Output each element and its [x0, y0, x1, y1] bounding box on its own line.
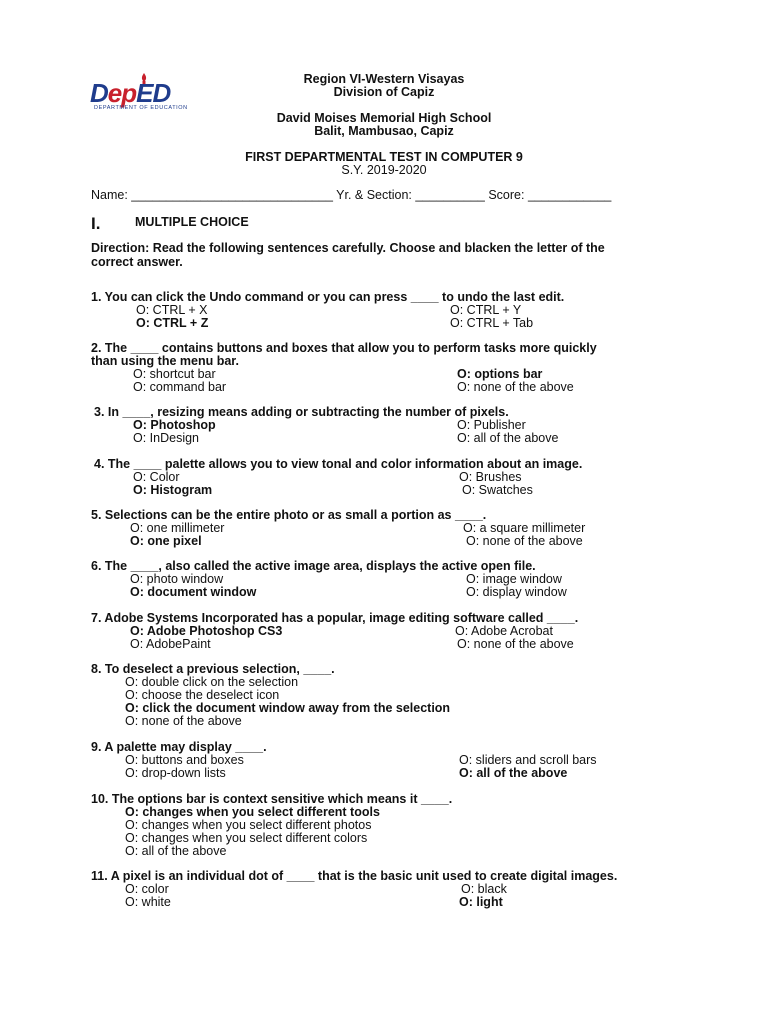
q1-option-a[interactable]: O: CTRL + X — [136, 303, 208, 317]
q6-option-d[interactable]: O: display window — [466, 585, 567, 599]
q11-option-d[interactable]: O: light — [459, 895, 503, 909]
q3-option-a[interactable]: O: Photoshop — [133, 418, 216, 432]
q4-option-d[interactable]: O: Swatches — [462, 483, 533, 497]
q10-option-d[interactable]: O: all of the above — [125, 844, 227, 858]
q1-option-d[interactable]: O: CTRL + Tab — [450, 316, 534, 330]
q9-option-b[interactable]: O: sliders and scroll bars — [459, 753, 597, 767]
direction-line-1: Direction: Read the following sentences carefully. Choose and blacken the letter of the — [91, 241, 605, 255]
section-number: I. — [91, 214, 101, 233]
q9-option-a[interactable]: O: buttons and boxes — [125, 753, 244, 767]
q7-option-d[interactable]: O: none of the above — [457, 637, 574, 651]
question-2-cont: than using the menu bar. — [91, 354, 239, 368]
question-2: 2. The ____ contains buttons and boxes that allow you to perform tasks more quickly — [91, 341, 597, 355]
logo-subtitle: DEPARTMENT OF EDUCATION — [94, 105, 188, 111]
q4-option-b[interactable]: O: Brushes — [459, 470, 522, 484]
header-address: Balit, Mambusao, Capiz — [314, 124, 454, 138]
q6-option-c[interactable]: O: document window — [130, 585, 257, 599]
question-6: 6. The ____, also called the active image area, displays the active open file. — [91, 559, 536, 573]
question-10: 10. The options bar is context sensitive which means it ____. — [91, 792, 453, 806]
q8-option-d[interactable]: O: none of the above — [125, 714, 242, 728]
q9-option-c[interactable]: O: drop-down lists — [125, 766, 226, 780]
q11-option-c[interactable]: O: white — [125, 895, 171, 909]
test-title: FIRST DEPARTMENTAL TEST IN COMPUTER 9 — [245, 150, 523, 164]
student-info-line: Name: _____________________________ Yr. & Section: __________ Score: ____________ — [91, 188, 612, 202]
q3-option-b[interactable]: O: Publisher — [457, 418, 526, 432]
q7-option-b[interactable]: O: Adobe Acrobat — [455, 624, 553, 638]
q8-option-a[interactable]: O: double click on the selection — [125, 675, 299, 689]
q7-option-c[interactable]: O: AdobePaint — [130, 637, 211, 651]
header-region: Region VI-Western Visayas — [303, 72, 465, 86]
q11-option-a[interactable]: O: color — [125, 882, 169, 896]
section-title: MULTIPLE CHOICE — [135, 215, 249, 229]
school-year: S.Y. 2019-2020 — [341, 163, 427, 177]
q8-option-c[interactable]: O: click the document window away from the selection — [125, 701, 451, 715]
q1-option-c[interactable]: O: CTRL + Z — [136, 316, 209, 330]
question-3: 3. In ____, resizing means adding or subtracting the number of pixels. — [94, 405, 509, 419]
question-11: 11. A pixel is an individual dot of ____ that is the basic unit used to create digital images. — [91, 869, 618, 883]
question-9: 9. A palette may display ____. — [91, 740, 267, 754]
header-school: David Moises Memorial High School — [276, 111, 492, 125]
q5-option-c[interactable]: O: one pixel — [130, 534, 202, 548]
q5-option-a[interactable]: O: one millimeter — [130, 521, 225, 535]
direction-line-2: correct answer. — [91, 255, 183, 269]
q10-option-b[interactable]: O: changes when you select different photos — [125, 818, 372, 832]
q9-option-d[interactable]: O: all of the above — [459, 766, 568, 780]
question-1: 1. You can click the Undo command or you can press ____ to undo the last edit. — [91, 290, 565, 304]
q2-option-b[interactable]: O: options bar — [457, 367, 543, 381]
question-8: 8. To deselect a previous selection, ____. — [91, 662, 335, 676]
q2-option-d[interactable]: O: none of the above — [457, 380, 574, 394]
q1-option-b[interactable]: O: CTRL + Y — [450, 303, 522, 317]
q5-option-d[interactable]: O: none of the above — [466, 534, 583, 548]
q3-option-d[interactable]: O: all of the above — [457, 431, 559, 445]
question-4: 4. The ____ palette allows you to view tonal and color information about an image. — [94, 457, 583, 471]
header-division: Division of Capiz — [333, 85, 435, 99]
q6-option-b[interactable]: O: image window — [466, 572, 562, 586]
q8-option-b[interactable]: O: choose the deselect icon — [125, 688, 280, 702]
q7-option-a[interactable]: O: Adobe Photoshop CS3 — [130, 624, 283, 638]
logo-wordmark: DepED — [90, 78, 171, 108]
q11-option-b[interactable]: O: black — [461, 882, 507, 896]
question-7: 7. Adobe Systems Incorporated has a popular, image editing software called ____. — [91, 611, 579, 625]
q6-option-a[interactable]: O: photo window — [130, 572, 224, 586]
q10-option-c[interactable]: O: changes when you select different colors — [125, 831, 368, 845]
q2-option-a[interactable]: O: shortcut bar — [133, 367, 216, 381]
q5-option-b[interactable]: O: a square millimeter — [463, 521, 586, 535]
question-5: 5. Selections can be the entire photo or as small a portion as ____. — [91, 508, 487, 522]
q4-option-c[interactable]: O: Histogram — [133, 483, 213, 497]
q10-option-a[interactable]: O: changes when you select different tools — [125, 805, 380, 819]
q4-option-a[interactable]: O: Color — [133, 470, 180, 484]
q3-option-c[interactable]: O: InDesign — [133, 431, 200, 445]
q2-option-c[interactable]: O: command bar — [133, 380, 227, 394]
